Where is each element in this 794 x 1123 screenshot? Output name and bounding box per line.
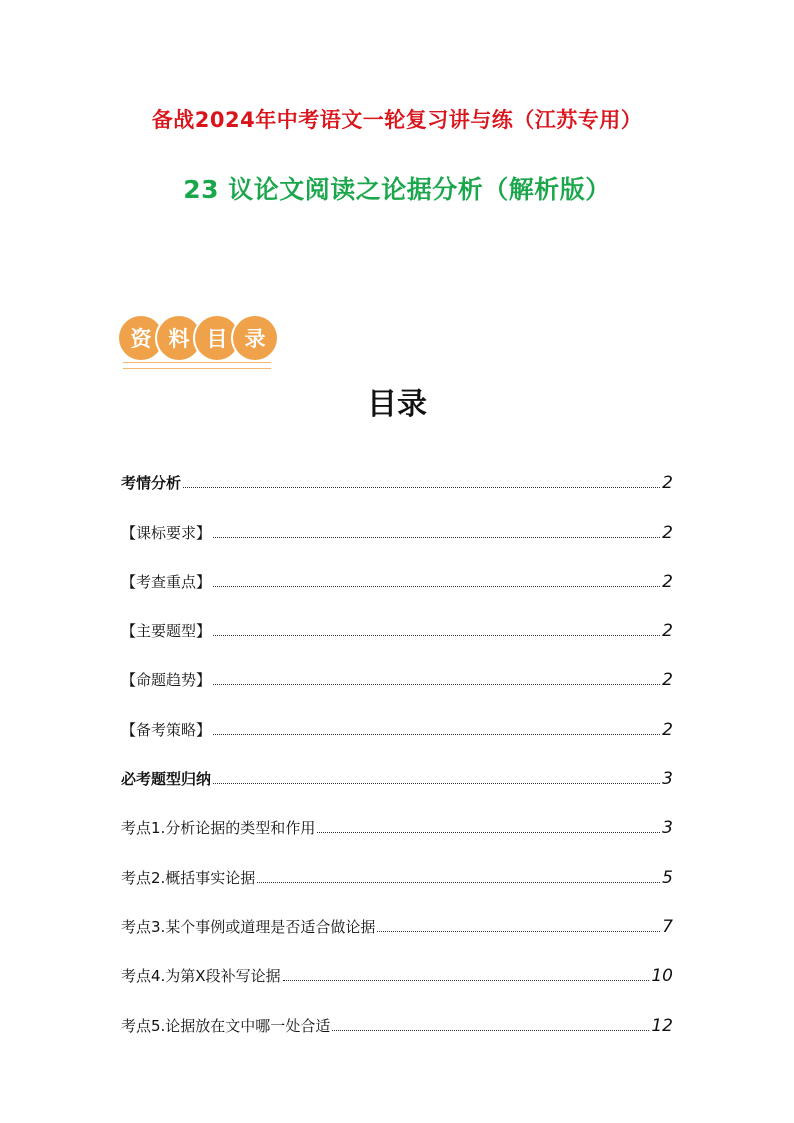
toc-entry-label: 考情分析: [121, 474, 182, 493]
toc-entry-label: 考点4.为第X段补写论据: [121, 967, 281, 986]
badge-char-2: 料: [157, 316, 201, 360]
toc-entry-label: 考点5.论据放在文中哪一处合适: [121, 1016, 331, 1035]
toc-leader-dots: [377, 931, 660, 932]
toc-entry-page: 10: [651, 966, 673, 987]
toc-entry-page: 2: [662, 719, 673, 740]
toc-heading: 目录: [367, 387, 427, 422]
toc-entry[interactable]: [121, 937, 673, 986]
toc-entry[interactable]: [121, 986, 673, 1035]
toc-leader-dots: [183, 487, 660, 488]
toc-entry[interactable]: [121, 888, 673, 937]
toc-entry-label: 【命题趋势】: [121, 671, 212, 690]
toc-leader-dots: [257, 882, 660, 883]
document-subtitle: 23 议论文阅读之论据分析（解析版）: [183, 175, 611, 204]
toc-entry-page: 12: [651, 1015, 673, 1036]
badge-char-1: 资: [119, 316, 163, 360]
toc-entry-label: 考点1.分析论据的类型和作用: [121, 819, 316, 838]
toc-entry-page: 2: [662, 571, 673, 592]
contents-badge: [119, 316, 271, 360]
toc-leader-dots: [213, 783, 660, 784]
toc-entry[interactable]: [121, 641, 673, 690]
toc-entry-page: 2: [662, 670, 673, 691]
toc-entry-label: 【主要题型】: [121, 622, 212, 641]
toc-entry-page: 3: [662, 818, 673, 839]
toc-entry[interactable]: [121, 690, 673, 739]
toc-entry-page: 7: [662, 916, 673, 937]
toc-entry-label: 必考题型归纳: [121, 770, 212, 789]
toc-leader-dots: [283, 980, 650, 981]
document-title: 备战2024年中考语文一轮复习讲与练（江苏专用）: [151, 108, 643, 132]
toc-entry[interactable]: [121, 740, 673, 789]
toc-entry-page: 2: [662, 473, 673, 494]
toc-leader-dots: [213, 537, 660, 538]
toc-entry-page: 2: [662, 522, 673, 543]
table-of-contents: [121, 444, 673, 1036]
toc-leader-dots: [317, 832, 660, 833]
toc-leader-dots: [213, 586, 660, 587]
toc-entry[interactable]: [121, 444, 673, 493]
toc-entry-page: 5: [662, 867, 673, 888]
toc-entry[interactable]: [121, 543, 673, 592]
toc-entry-label: 考点3.某个事例或道理是否适合做论据: [121, 917, 376, 936]
toc-entry[interactable]: [121, 789, 673, 838]
toc-entry-label: 考点2.概括事实论据: [121, 868, 256, 887]
toc-leader-dots: [213, 684, 660, 685]
toc-entry-label: 【课标要求】: [121, 523, 212, 542]
badge-char-4: 录: [233, 316, 277, 360]
toc-leader-dots: [332, 1030, 649, 1031]
toc-entry-page: 2: [662, 621, 673, 642]
toc-leader-dots: [213, 635, 660, 636]
toc-leader-dots: [213, 734, 660, 735]
toc-entry[interactable]: [121, 592, 673, 641]
badge-char-3: 目: [195, 316, 239, 360]
badge-underline: [123, 362, 271, 369]
toc-entry[interactable]: [121, 838, 673, 887]
toc-entry-label: 【考查重点】: [121, 572, 212, 591]
toc-entry-label: 【备考策略】: [121, 720, 212, 739]
toc-entry[interactable]: [121, 493, 673, 542]
toc-entry-page: 3: [662, 769, 673, 790]
